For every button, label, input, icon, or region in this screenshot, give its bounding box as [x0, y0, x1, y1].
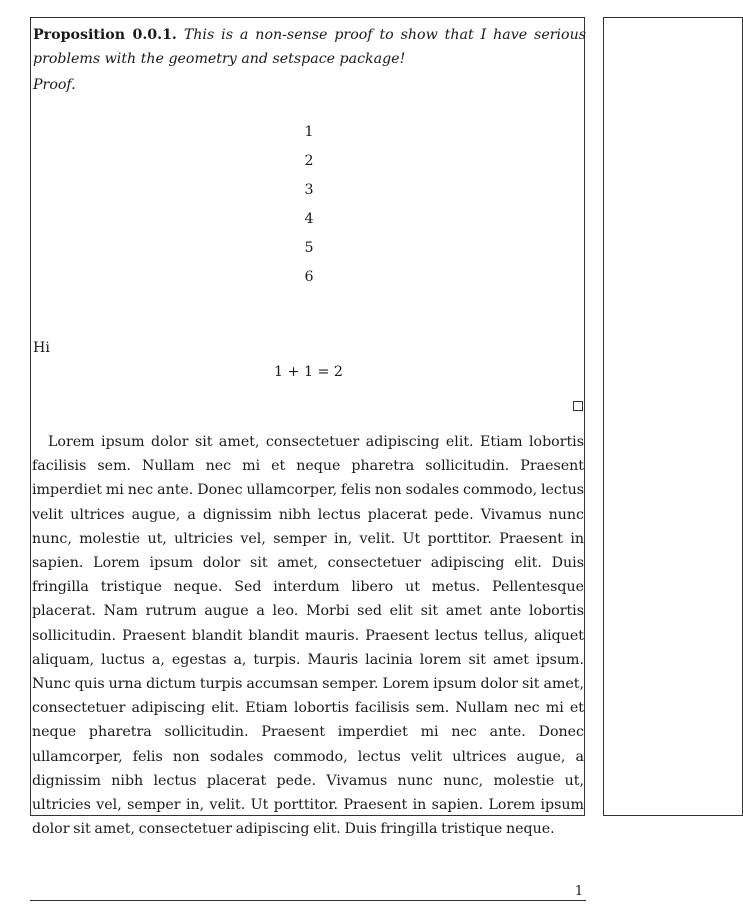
enumeration-item: 6 [304, 269, 314, 285]
enumeration-item: 3 [304, 182, 314, 198]
page-number: 1 [574, 884, 584, 899]
enumeration-item: 2 [304, 153, 314, 169]
proof-label: Proof. [33, 77, 76, 93]
enumeration-item: 4 [304, 211, 314, 227]
proposition [33, 23, 586, 71]
display-equation: 1 + 1 = 2 [274, 364, 343, 380]
qed-symbol [573, 401, 583, 411]
footer-rule [30, 900, 586, 901]
margin-note-frame [603, 17, 743, 816]
enumeration-item: 5 [304, 240, 314, 256]
text-area-frame [30, 17, 587, 838]
body-paragraph: Lorem ipsum dolor sit amet, consectetuer adipiscing elit. Etiam lobortis facilisis sem. Nullam nec mi et neque pharetra sollicitudin. Praesent imperdiet mi nec ante. Donec ullamcorper, felis non sodales commodo, lectus velit ultrices augue, a dignissim nibh lectus placerat pede. Vivamus nunc nunc, molestie ut, ultricies vel, semper in, velit. Ut porttitor. Praesent in sapien. Lorem ipsum dolor sit amet, consectetuer adipiscing elit. Duis fringilla tristique neque. Sed interdum libero ut metus. Pellentesque placerat. Nam rutrum augue a leo. Morbi sed elit sit amet ante lobortis sollicitudin. Praesent blandit blandit mauris. Praesent lectus tellus, aliquet aliquam, luctus a, egestas a, turpis. Mauris lacinia lorem sit amet ipsum. Nunc quis urna dictum turpis accumsan semper. Lorem ipsum dolor sit amet, consectetuer adipiscing elit. Etiam lobortis facilisis sem. Nullam nec mi et neque pharetra sollicitudin. Praesent imperdiet mi nec ante. Donec ullamcorper, felis non sodales commodo, lectus velit ultrices augue, a dignissim nibh lectus placerat pede. Vivamus nunc nunc, molestie ut, ultricies vel, semper in, velit. Ut porttitor. Praesent in sapien. Lorem ipsum dolor sit amet, consectetuer adipiscing elit. Duis fringilla tristique neque. [32, 434, 584, 838]
hi-text: Hi [33, 340, 50, 356]
proposition-heading: Proposition 0.0.1. [33, 27, 177, 43]
enumeration-item: 1 [304, 124, 314, 140]
proposition-statement: This is a non-sense proof to show that I have serious problems with the geometry and setspace package! [33, 27, 587, 67]
